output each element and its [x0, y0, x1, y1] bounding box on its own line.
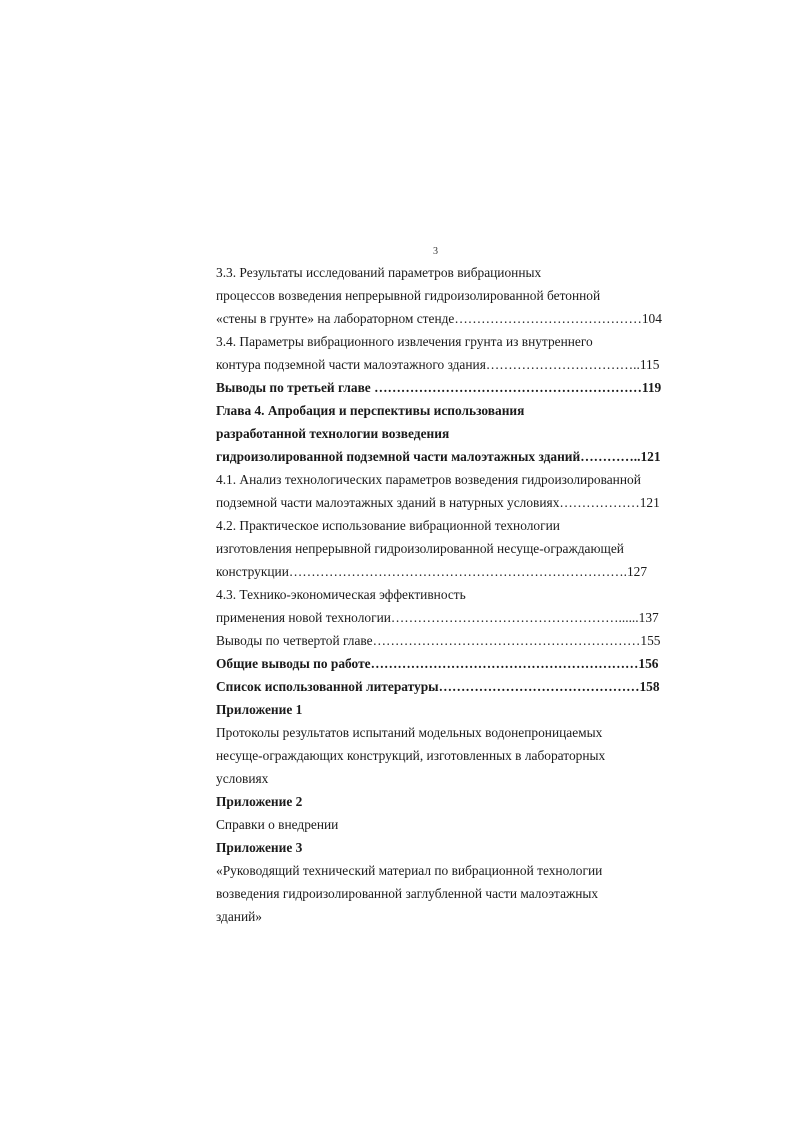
- toc-line: Протоколы результатов испытаний модельных водонепроницаемых: [216, 725, 603, 740]
- toc-line: «стены в грунте» на лабораторном стенде……………………………………104: [216, 311, 662, 326]
- toc-chapter-heading: разработанной технологии возведения: [216, 426, 450, 441]
- toc-line: подземной части малоэтажных зданий в натурных условиях………………121: [216, 495, 660, 510]
- toc-line: зданий»: [216, 909, 262, 924]
- toc-line: условиях: [216, 771, 269, 786]
- page-number: 3: [433, 246, 438, 257]
- table-of-contents: [216, 261, 661, 928]
- toc-chapter-heading: Глава 4. Апробация и перспективы использования: [216, 403, 525, 418]
- toc-appendix-heading: Приложение 2: [216, 794, 303, 809]
- toc-line: 3.3. Результаты исследований параметров вибрационных: [216, 265, 542, 280]
- toc-line: 4.3. Технико-экономическая эффективность: [216, 587, 466, 602]
- toc-line: «Руководящий технический материал по вибрационной технологии: [216, 863, 603, 878]
- toc-line: 4.1. Анализ технологических параметров возведения гидроизолированной: [216, 472, 641, 487]
- toc-line: Выводы по четвертой главе……………………………………………………155: [216, 633, 661, 648]
- toc-line: конструкции………………………………………………………………….127: [216, 564, 648, 579]
- toc-appendix-heading: Приложение 3: [216, 840, 303, 855]
- toc-line: процессов возведения непрерывной гидроизолированной бетонной: [216, 288, 601, 303]
- toc-line: Справки о внедрении: [216, 817, 339, 832]
- toc-line: 3.4. Параметры вибрационного извлечения грунта из внутреннего: [216, 334, 593, 349]
- toc-line: несуще-ограждающих конструкций, изготовленных в лабораторных: [216, 748, 606, 763]
- toc-line: применения новой технологии……………………………………………......137: [216, 610, 659, 625]
- toc-general-conclusions: Общие выводы по работе……………………………………………………156: [216, 656, 659, 671]
- toc-references: Список использованной литературы………………………………………158: [216, 679, 660, 694]
- toc-appendix-heading: Приложение 1: [216, 702, 303, 717]
- toc-line: возведения гидроизолированной заглубленной части малоэтажных: [216, 886, 599, 901]
- toc-line: контура подземной части малоэтажного здания……………………………..115: [216, 357, 660, 372]
- toc-chapter-heading: гидроизолированной подземной части малоэтажных зданий…………..121: [216, 449, 661, 464]
- toc-line: 4.2. Практическое использование вибрационной технологии: [216, 518, 560, 533]
- toc-line: изготовления непрерывной гидроизолированной несуще-ограждающей: [216, 541, 624, 556]
- toc-chapter-conclusion: Выводы по третьей главе ……………………………………………………119: [216, 380, 662, 395]
